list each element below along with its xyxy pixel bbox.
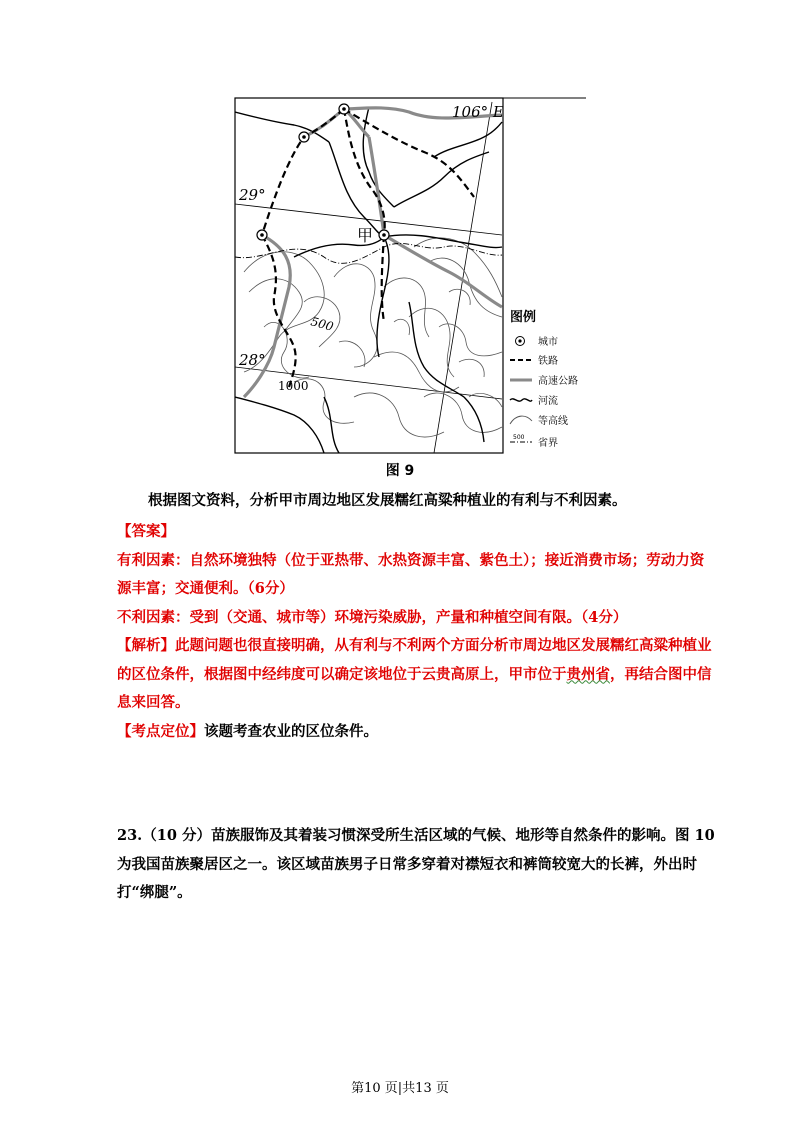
question-23	[117, 822, 717, 908]
answer-heading: 【答案】	[117, 523, 175, 540]
topographic-map-figure	[234, 97, 588, 455]
answer-section	[117, 518, 717, 746]
analysis-text-part1: 此题问题也很直接明确，从有利与不利两个方面分析市周边地区发展糯红高粱种植业的区位条件，根据图中经纬度可以确定该地位于云贵高原上，甲市位于	[117, 637, 712, 683]
svg-text:500: 500	[513, 434, 525, 441]
legend-title: 图例	[510, 310, 537, 325]
city-jia-label: 甲	[357, 226, 374, 245]
knowledge-point	[117, 718, 717, 747]
legend-label-railway: 铁路	[538, 356, 558, 367]
answer-unfavorable-factors: 不利因素：受到（交通、城市等）环境污染威胁，产量和种植空间有限。（4分）	[117, 608, 628, 626]
analysis-heading: 【解析】	[117, 637, 175, 654]
latitude-28-line	[235, 367, 502, 399]
contour-500-label: 500	[309, 314, 335, 334]
page-footer: 第10 页|共13 页	[351, 1081, 449, 1096]
legend-label-river: 河流	[538, 396, 558, 407]
city-symbol-icon	[516, 337, 525, 346]
contour-1000-label: 1000	[278, 379, 309, 393]
knowledge-heading: 【考点定位】	[117, 722, 204, 740]
analysis-location: 贵州省	[566, 665, 610, 683]
answer-favorable-factors: 有利因素：自然环境独特（位于亚热带、水热资源丰富、紫色土）；接近消费市场；劳动力资源丰富；交通便利。（6分）	[117, 551, 705, 597]
map-legend	[506, 302, 586, 452]
longitude-label: 106° E	[452, 103, 504, 121]
contour-lines	[244, 238, 502, 437]
provincial-boundary	[235, 243, 502, 263]
map-frame	[235, 98, 503, 453]
legend-label-city: 城市	[538, 337, 558, 348]
legend-label-contour: 等高线	[538, 416, 568, 427]
question-23-text: 23.（10 分）苗族服饰及其着装习惯深受所生活区域的气候、地形等自然条件的影响。图 10 为我国苗族聚居区之一。该区域苗族男子日常多穿着对襟短衣和裤筒较宽大的长裤，外出时打“绑腿”。	[117, 827, 715, 901]
analysis-paragraph	[117, 632, 717, 718]
analysis-text-part2: ，再结合图中信息来回答。	[117, 665, 712, 711]
latitude-29-label: 29°	[239, 186, 266, 204]
legend-label-highway: 高速公路	[538, 376, 578, 387]
latitude-28-label: 28°	[239, 351, 266, 369]
legend-label-boundary: 省界	[538, 438, 558, 449]
figure-caption: 图 9	[385, 463, 415, 479]
railway-lines	[262, 109, 474, 387]
knowledge-text: 该题考查农业的区位条件。	[204, 722, 378, 740]
question-prompt: 根据图文资料，分析甲市周边地区发展糯红高粱种植业的有利与不利因素。	[148, 492, 627, 509]
